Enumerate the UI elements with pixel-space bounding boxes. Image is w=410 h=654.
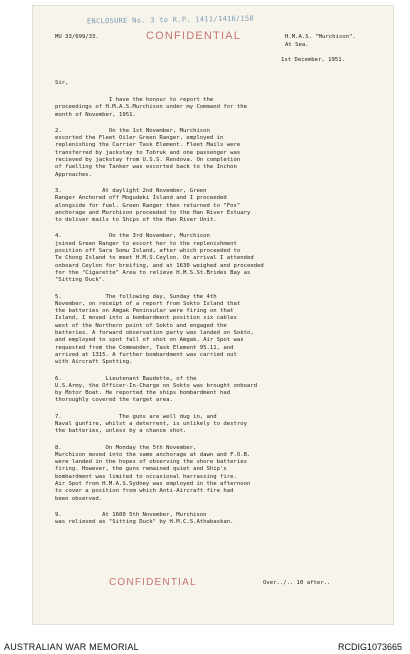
paragraph-9: 9. At 1600 5th November, Murchison was relieved as "Sitting Duck" by H.M.C.S.Athabaskan. — [55, 511, 234, 526]
salutation: Sir, — [55, 80, 69, 86]
paragraph-2: 2. On the 1st November, Murchison escorted the Fleet Oiler Green Ranger, employed in replenishing the Carrier Task Element. Fleet Mails were transferred by jackstay to Tobruk and one passenger was recieved by jackstay from U.S.S. Rendova. On completion of fuelling the Tanker was escorted back to the Inchon Approaches. — [55, 127, 241, 178]
paragraph-5: 5. The following day, Sunday the 4th November, on receipt of a report from Sokto Island that the batteries on Amgak Peninsular were firing on that Island, I moved into a bombardment position six cables west of the Northern point of Sokto and engaged the batteries. A forward observation party was landed on Sokto, and employed to spot fall of shot on Amgak. Air Spot was requested from the Commander, Task Element 95.11, and arrived at 1315. A further bombardment was carried out with Aircraft Spotting. — [55, 293, 254, 366]
letter-body — [55, 97, 373, 536]
letter-date: 1st December, 1951. — [281, 57, 345, 63]
ship-name: H.M.A.S. "Murchison". — [285, 34, 356, 40]
confidential-stamp: CONFIDENTIAL — [146, 30, 242, 42]
document-page — [33, 6, 393, 624]
paragraph-1: I have the honour to report the proceedings of H.M.A.S.Murchison under my Command for the month of November, 1951. — [55, 97, 247, 118]
record-id: RCDIG1073665 — [337, 642, 402, 652]
paragraph-8: 8. On Monday the 5th November, Murchison moved into the same anchorage at dawn and F.O.B. were landed in the hopes of observing the shore batteries firing. However, the guns remained quiet and Ship's bombardment was limited to occasional harrassing fire. Air Spot from H.M.A.S.Sydney was employed in the afternoon to cover a position from which Anti-Aircraft fire had been observed. — [55, 444, 251, 502]
continuation-note: Over../.. 10 after.. — [263, 580, 331, 586]
paragraph-7: 7. The guns are well dug in, and Naval gunfire, whilst a deterrent, is unlikely to destroy the batteries, unless by a chance shot. — [55, 413, 247, 435]
paragraph-6: 6. Lieutenant Baudette, of the U.S.Army, the Officer-In-Charge on Sokto was brought onboard by Motor Boat. He reported the ships bombardment had thoroughly covered the target area. — [55, 375, 258, 404]
enclosure-stamp: ENCLOSURE No. 3 to R.P. 1411/1416/158 — [86, 14, 255, 26]
paragraph-4: 4. On the 3rd November, Murchison joined Green Ranger to escort her to the replenishment position off Sara Somu Island, after which proceeded to Te Chong Island to meet H.M.S.Ceylon. On arrival I attended onboard Ceylon for breifing, and at 1630 weighed and proceeded for the "Cigarette" Area to relieve H.M.S.St.Brides Bay as "Sitting Duck". — [55, 233, 264, 284]
archive-credit-bar — [0, 640, 410, 654]
ship-address — [285, 33, 356, 49]
archive-name: AUSTRALIAN WAR MEMORIAL — [4, 642, 139, 652]
ship-location: At Sea. — [285, 42, 309, 48]
file-reference: MU 33/699/33. — [55, 34, 99, 40]
paragraph-3: 3. At daylight 2nd November, Green Ranger Anchored off Mogudeki Island and I proceeded alongside for fuel. Green Ranger then returned to "Fox" anchorage and Murchison proceeded to the Han River Estuary to deliver mails to Ships of the Han River Unit. — [55, 187, 251, 224]
footer-confidential-stamp: CONFIDENTIAL — [109, 577, 197, 588]
